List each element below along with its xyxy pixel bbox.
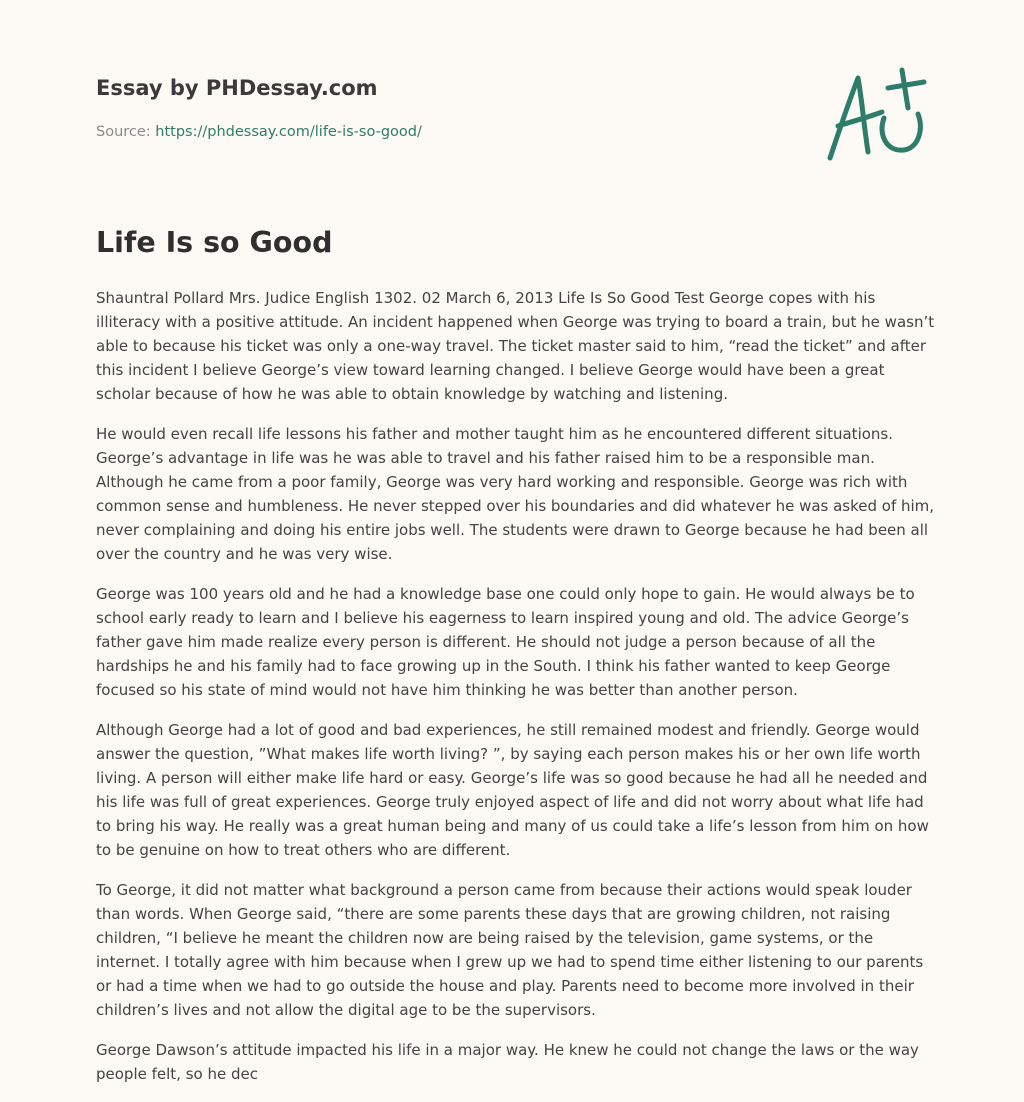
essay-paragraph: George Dawson’s attitude impacted his life in a major way. He knew he could not change the laws or the way people felt, so he dec bbox=[96, 1041, 919, 1083]
essay-body bbox=[96, 286, 936, 1102]
essay-paragraph: Although George had a lot of good and bad experiences, he still remained modest and friendly. George would answer the question, ”What makes life worth living? ”, by saying each person makes his or her own life worth living. A person will either make life hard or easy. George’s life was so good because he had all he needed and his life was full of great experiences. George truly enjoyed aspect of life and did not worry about what life had to bring his way. He really was a great human being and many of us could take a life’s lesson from him on how to be genuine on how to treat others who are different. bbox=[96, 721, 929, 859]
site-brand: Essay by PHDessay.com bbox=[96, 76, 378, 100]
essay-paragraph: Shauntral Pollard Mrs. Judice English 1302. 02 March 6, 2013 Life Is So Good Test George copes with his illiteracy with a positive attitude. An incident happened when George was trying to board a train, but he wasn’t able to because his ticket was only a one-way travel. The ticket master said to him, “read the ticket” and after this incident I believe George’s view toward learning changed. I believe George would have been a great scholar because of how he was able to obtain knowledge by watching and listening. bbox=[96, 289, 935, 403]
essay-title: Life Is so Good bbox=[96, 226, 333, 259]
essay-paragraph: He would even recall life lessons his father and mother taught him as he encountered different situations. George’s advantage in life was he was able to travel and his father raised him to be a responsible man. Although he came from a poor family, George was very hard working and responsible. George was rich with common sense and humbleness. He never stepped over his boundaries and did whatever he was asked of him, never complaining and doing his entire jobs well. The students were drawn to George because he had been all over the country and he was very wise. bbox=[96, 425, 935, 563]
source-line bbox=[96, 124, 422, 140]
source-label: Source: bbox=[96, 124, 156, 140]
essay-paragraph: George was 100 years old and he had a knowledge base one could only hope to gain. He would always be to school early ready to learn and I believe his eagerness to learn inspired young and old. The advice George’s father gave him made realize every person is different. He should not judge a person because of all the hardships he and his family had to face growing up in the South. I think his father wanted to keep George focused so his state of mind would not have him thinking he was better than another person. bbox=[96, 585, 915, 699]
essay-paragraph: To George, it did not matter what background a person came from because their actions would speak louder than words. When George said, “there are some parents these days that are growing children, not raising children, “I believe he meant the children now are being raised by the television, game systems, or the internet. I totally agree with him because when I grew up we had to spend time either listening to our parents or had a time when we had to go outside the house and play. Parents need to become more involved in their children’s lives and not allow the digital age to be the supervisors. bbox=[96, 881, 924, 1019]
a-plus-grade-icon bbox=[818, 64, 938, 168]
source-link[interactable]: https://phdessay.com/life-is-so-good/ bbox=[155, 124, 422, 140]
